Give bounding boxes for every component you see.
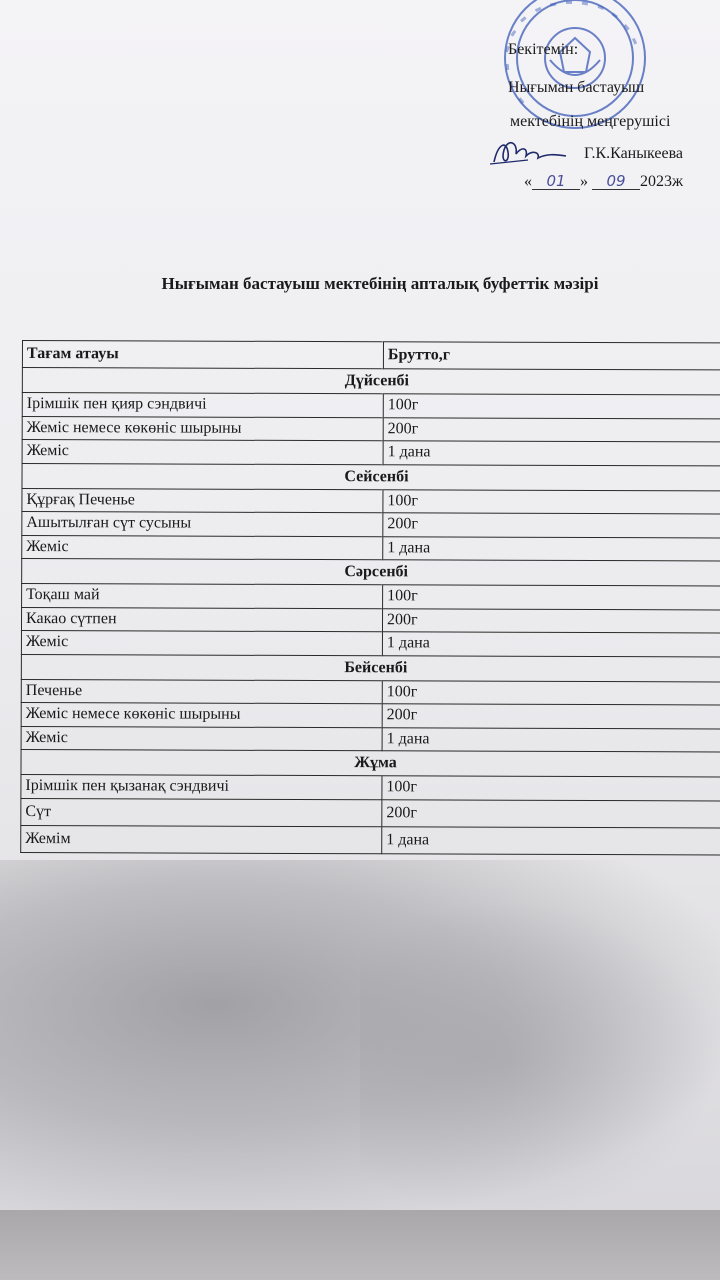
day-label: Дүйсенбі [22, 368, 720, 395]
document-title: Нығыман бастауыш мектебінің апталық буфеттік мәзірі [161, 274, 599, 293]
dish-name: Жеміс немесе көкөніс шырыны [21, 702, 382, 727]
approval-block [488, 34, 720, 204]
dish-amount: 200г [382, 608, 720, 633]
table-row [22, 416, 720, 442]
dish-amount: 100г [382, 680, 720, 705]
dish-name: Жеміс [21, 631, 382, 656]
table-header-row [22, 341, 720, 370]
table-row [21, 726, 720, 752]
approval-school: Нығыман бастауыш [508, 79, 645, 96]
day-row-monday [22, 368, 720, 395]
table-row [22, 535, 720, 561]
date-open-quote: « [524, 173, 532, 190]
day-label: Сейсенбі [22, 463, 720, 490]
date-day: 01 [532, 174, 580, 190]
date-month: 09 [592, 174, 640, 190]
table-row [22, 512, 720, 538]
day-label: Сәрсенбі [22, 559, 720, 586]
table-row [21, 631, 720, 657]
table-row [22, 584, 720, 610]
approval-position: мектебінің меңгерушісі [510, 113, 671, 130]
table-row [21, 679, 720, 705]
dish-amount: 100г [383, 489, 720, 514]
dish-name: Сүт [21, 798, 382, 826]
approval-heading: Бекітемін: [508, 41, 579, 58]
dish-amount: 1 дана [382, 632, 720, 657]
dish-amount: 200г [383, 513, 720, 538]
approval-date [524, 174, 683, 190]
day-label: Жұма [21, 749, 720, 776]
dish-name: Жеміс [22, 535, 383, 560]
approval-name: Г.К.Каныкеева [584, 145, 684, 162]
dish-name: Жемім [21, 825, 382, 853]
dish-name: Печенье [21, 679, 382, 704]
dish-name: Жеміс немесе көкөніс шырыны [22, 416, 383, 441]
background-surface [0, 1210, 720, 1280]
table-row [21, 607, 720, 633]
dish-amount: 1 дана [383, 536, 720, 561]
header-dish-name: Тағам атауы [22, 341, 383, 369]
day-row-tuesday [22, 463, 720, 490]
table-row [21, 774, 720, 800]
dish-amount: 1 дана [382, 727, 720, 752]
table-row [22, 393, 720, 419]
dish-amount: 1 дана [382, 826, 720, 854]
photo-shadow-secondary [360, 900, 720, 1210]
table-row [21, 798, 720, 827]
dish-name: Ірімшік пен қызанақ сэндвичі [21, 774, 382, 799]
dish-amount: 200г [383, 417, 720, 442]
photo-shadow [0, 860, 720, 1210]
dish-amount: 1 дана [383, 441, 720, 466]
day-row-thursday [21, 654, 720, 681]
dish-name: Жеміс [21, 726, 382, 751]
dish-amount: 100г [383, 394, 720, 419]
dish-name: Тоқаш май [22, 584, 383, 609]
table-row [21, 825, 720, 854]
signature [488, 134, 568, 170]
table-row [22, 440, 720, 466]
dish-amount: 100г [383, 585, 720, 610]
table-row [22, 488, 720, 514]
day-row-friday [21, 749, 720, 776]
header-gross-weight: Брутто,г [383, 342, 720, 370]
date-close-quote: » [580, 173, 588, 190]
table-row [21, 702, 720, 728]
dish-name: Какао сүтпен [21, 607, 382, 632]
day-row-wednesday [22, 559, 720, 586]
dish-name: Ашытылған сүт сусыны [22, 512, 383, 537]
date-year: 2023ж [640, 173, 684, 190]
dish-name: Құрғақ Печенье [22, 488, 383, 513]
dish-amount: 200г [382, 704, 720, 729]
dish-name: Жеміс [22, 440, 383, 465]
menu-table [20, 340, 720, 855]
dish-amount: 100г [382, 776, 720, 801]
dish-name: Ірімшік пен қияр сэндвичі [22, 393, 383, 418]
day-label: Бейсенбі [21, 654, 720, 681]
dish-amount: 200г [382, 799, 720, 827]
